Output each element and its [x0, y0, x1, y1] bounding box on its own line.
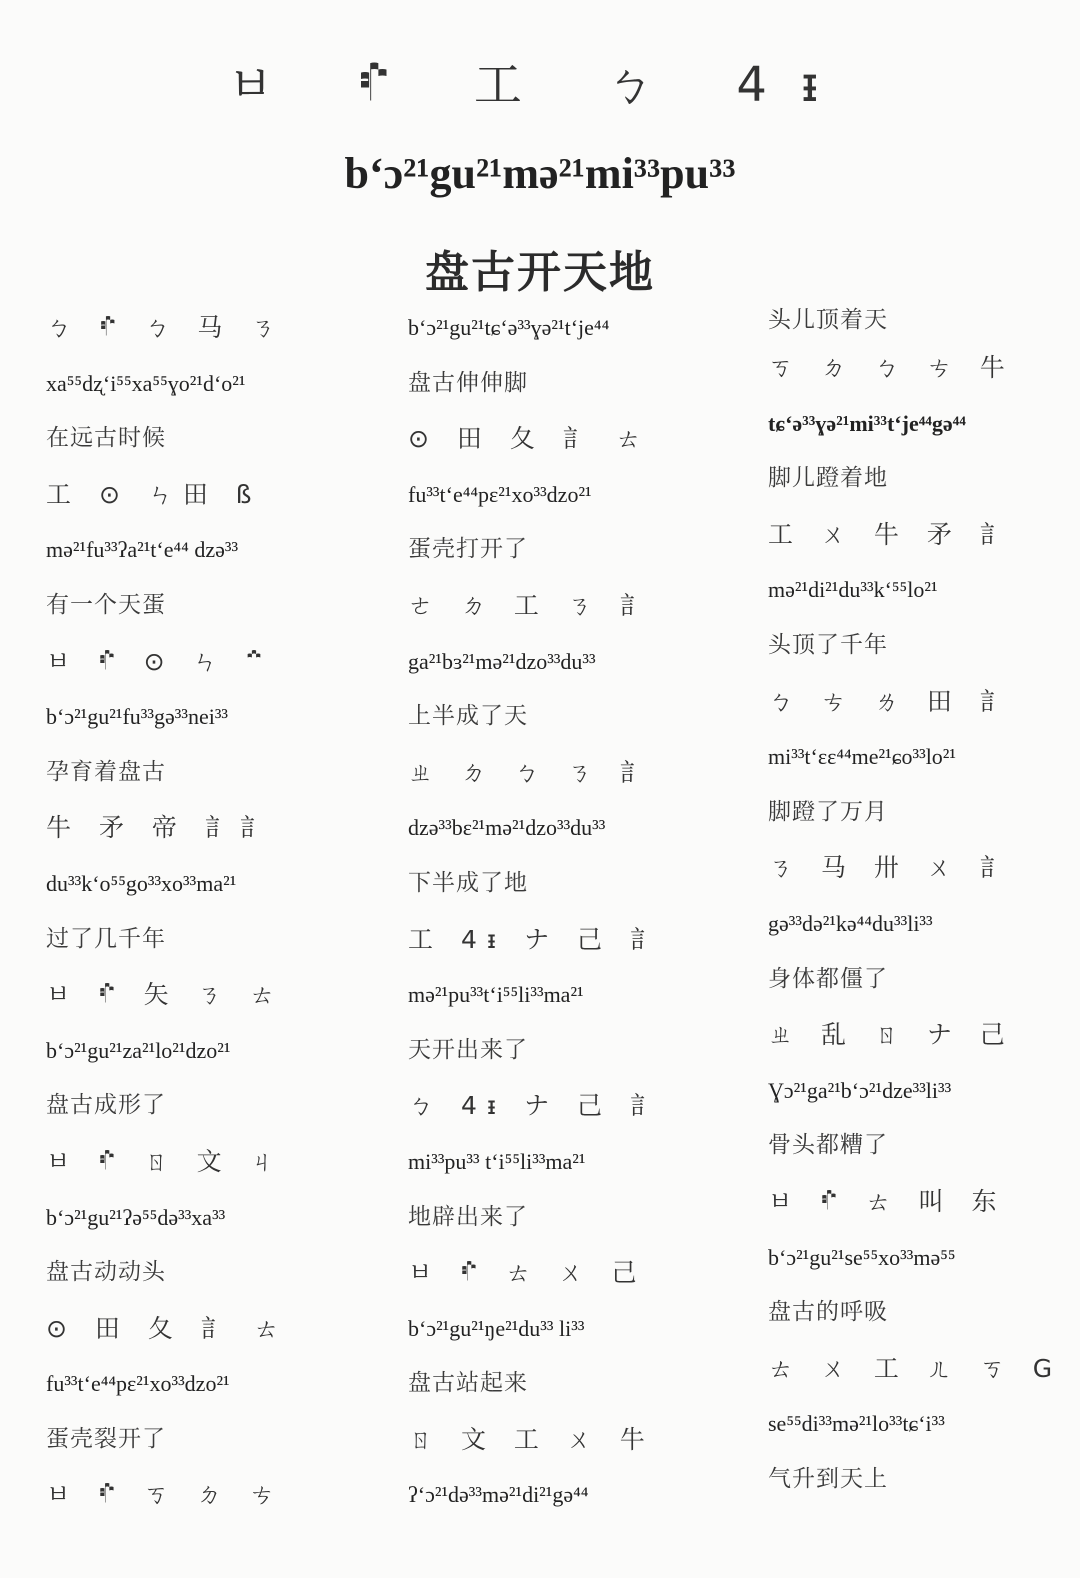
chinese-line: 脚蹬了万月: [768, 798, 888, 825]
ipa-line: b‘ɔ²¹gu²¹fu³³gə³³nei³³: [46, 704, 229, 730]
chinese-line: 气升到天上: [768, 1465, 888, 1492]
script-line: ㄎ ㄉ ㄅ ㄘ 牛: [768, 353, 1015, 382]
ipa-line: ʔ‘ɔ²¹də³³mə²¹di²¹gə⁴⁴: [408, 1482, 589, 1508]
script-line: ㅂ 𝇛 矢 ㄋ ㄊ: [46, 980, 285, 1010]
ipa-line: b‘ɔ²¹gu²¹tɕ‘ə³³ɣə²¹t‘je⁴⁴: [408, 315, 610, 340]
chinese-line: 盘古的呼吸: [768, 1299, 888, 1326]
ipa-line: b‘ɔ²¹gu²¹ʔə⁵⁵də³³xa³³: [46, 1204, 226, 1230]
ipa-title: b‘ɔ²¹gu²¹mə²¹mi³³pu³³: [344, 149, 736, 198]
chinese-line: 下半成了地: [408, 869, 528, 896]
script-line: ⊙ 田 夂 訁 ㄊ: [408, 424, 651, 454]
chinese-line: 骨头都糟了: [768, 1132, 888, 1159]
chinese-line: 盘古站起来: [408, 1370, 528, 1397]
chinese-line: 身体都僵了: [768, 965, 888, 992]
ipa-line: dzə³³bɛ²¹mə²¹dzo³³du³³: [408, 815, 606, 841]
chinese-line: 脚儿蹬着地: [768, 465, 888, 492]
script-line: ⊙ 田 夂 訁 ㄊ: [46, 1313, 289, 1343]
ipa-line: b‘ɔ²¹gu²¹ŋe²¹du³³ li³³: [408, 1315, 585, 1341]
ipa-line: du³³k‘o⁵⁵go³³xo³³ma²¹: [46, 870, 237, 896]
script-line: ㄓ ㄉ ㄅ ㄋ 訁: [408, 757, 655, 787]
chinese-line: 孕育着盘古: [46, 758, 166, 785]
chinese-line: 有一个天蛋: [46, 591, 166, 618]
script-line: ㄜ ㄉ 工 ㄋ 訁: [408, 590, 655, 620]
script-line: ㄊ ㄨ 工 ㄦ ㄎ G: [768, 1353, 1063, 1383]
ipa-line: Ɣɔ²¹ga²¹b‘ɔ²¹dze³³li³³: [768, 1077, 952, 1103]
page-title: 盘古开天地: [425, 247, 655, 298]
chinese-line: 盘古动动头: [46, 1259, 166, 1286]
column-3: [768, 300, 1080, 1507]
chinese-line: 过了几千年: [46, 925, 166, 952]
script-line: ㄅ 𝇛 ㄅ 马 ㄋ: [46, 313, 286, 342]
ipa-line: b‘ɔ²¹gu²¹se⁵⁵xo³³mə⁵⁵: [768, 1244, 956, 1270]
script-line: ㄅ ㄘ ㄌ 田 訁: [768, 686, 1015, 716]
script-line: ㅂ 𝇛 ㄖ 文 ㄐ: [46, 1146, 285, 1176]
chinese-line: 天开出来了: [408, 1036, 528, 1063]
chinese-line: 盘古成形了: [46, 1092, 166, 1119]
ipa-line: mə²¹di²¹du³³k‘⁵⁵lo²¹: [768, 577, 938, 603]
script-line: ㄋ 马 卅 ㄨ 訁: [768, 853, 1015, 883]
ipa-line: ga²¹bɜ²¹mə²¹dzo³³du³³: [408, 648, 596, 674]
chinese-line: 头儿顶着天: [768, 307, 888, 333]
script-line: 牛 矛 帝 訁訁: [46, 813, 275, 843]
script-line: ㄅ 4ᵻ ナ 己 訁: [408, 1091, 665, 1121]
ipa-line: fu³³t‘e⁴⁴pɛ²¹xo³³dzo²¹: [408, 481, 592, 507]
chinese-line: 盘古伸伸脚: [408, 369, 528, 396]
script-line: ㄖ 文 工 ㄨ 牛: [408, 1424, 655, 1454]
ipa-line: b‘ɔ²¹gu²¹za²¹lo²¹dzo²¹: [46, 1037, 231, 1063]
ipa-line: xa⁵⁵dʐ‘i⁵⁵xa⁵⁵ɣo²¹d‘o²¹: [46, 370, 246, 396]
ipa-line: fu³³t‘e⁴⁴pɛ²¹xo³³dzo²¹: [46, 1371, 230, 1397]
script-line: 工 ⊙ ㄣ田 ß: [46, 479, 262, 509]
script-line: 工 4ᵻ ナ 己 訁: [408, 924, 665, 954]
chinese-line: 头顶了千年: [768, 631, 888, 658]
ipa-line: se⁵⁵di³³mə²¹lo³³tɕ‘i³³: [768, 1411, 945, 1437]
ipa-line: mə²¹pu³³t‘i⁵⁵li³³ma²¹: [408, 982, 584, 1008]
ipa-line: mi³³t‘ɛɛ⁴⁴me²¹ɕo³³lo²¹: [768, 744, 956, 770]
script-line: ㅂ 𝇛 ⊙ ㄣ 𝇘: [46, 646, 273, 676]
chinese-line: 地辟出来了: [408, 1203, 528, 1230]
script-line: ㅂ 𝇛 ㄊ 叫 东: [768, 1186, 1007, 1216]
column-2: [408, 300, 738, 1523]
chinese-line: 蛋壳裂开了: [46, 1425, 166, 1452]
script-title: ㅂ 𝇛 工 ㄅ 4ᵻ: [227, 57, 853, 113]
chinese-line: 蛋壳打开了: [408, 536, 528, 563]
script-line: ㅂ 𝇛 ㄎ ㄉ ㄘ: [46, 1480, 285, 1510]
script-line: 工 ㄨ 牛 矛 訁: [768, 519, 1015, 549]
chinese-line: 上半成了天: [408, 703, 528, 730]
column-1: [46, 300, 376, 1523]
script-line: ㄓ 乱 ㄖ ナ 己: [768, 1020, 1015, 1050]
ipa-line: mi³³pu³³ t‘i⁵⁵li³³ma²¹: [408, 1148, 586, 1174]
ipa-line: tɕ‘ə³³ɣə²¹mi³³t‘je⁴⁴gə⁴⁴: [768, 410, 966, 436]
ipa-line: gə³³də²¹kə⁴⁴du³³li³³: [768, 910, 933, 936]
script-line: ㅂ 𝇛 ㄊ ㄨ 己: [408, 1258, 647, 1288]
chinese-line: 在远古时候: [46, 425, 166, 452]
ipa-line: mə²¹fu³³ʔa²¹t‘e⁴⁴ dzə³³: [46, 537, 239, 563]
